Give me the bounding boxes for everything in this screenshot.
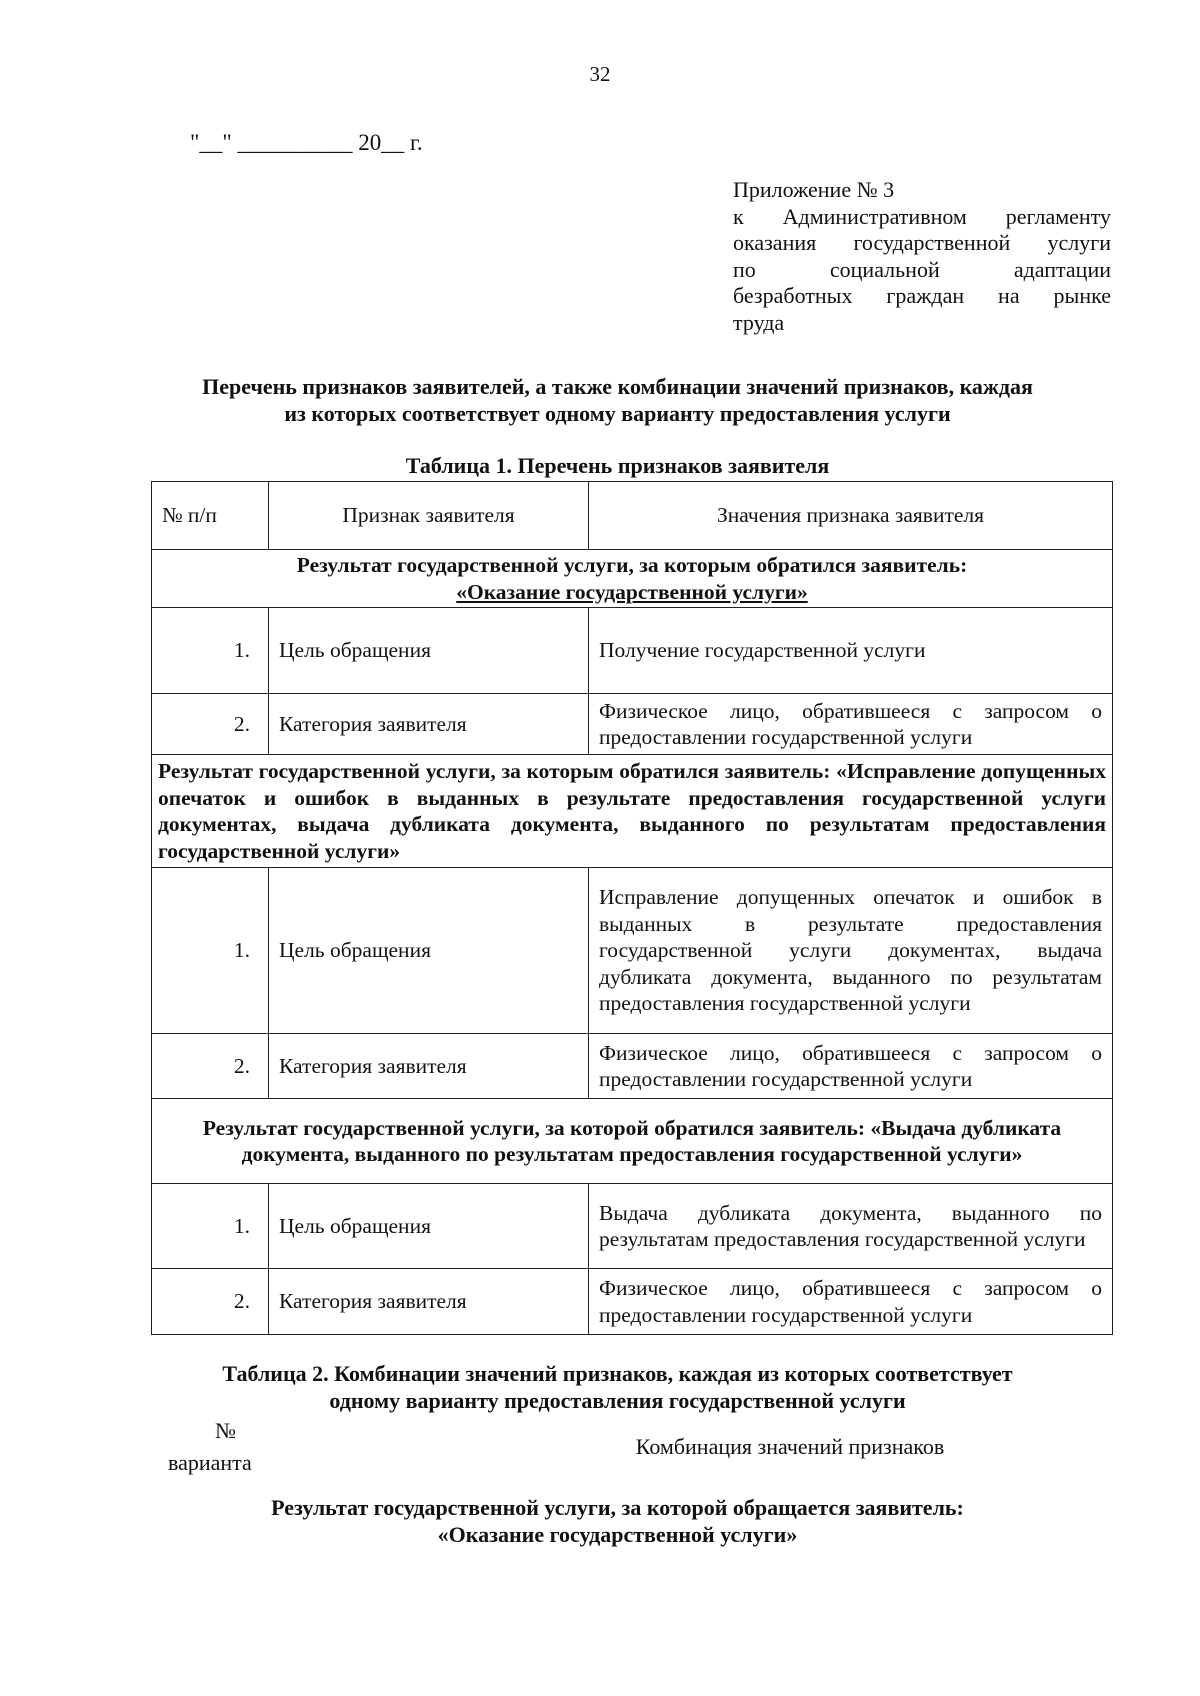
table-row: [152, 1034, 1113, 1099]
section-title: Результат государственной услуги, за которой обратился заявитель: «Выдача дубликата документа, выданного по результатам предоставления государственной услуги»: [152, 1099, 1113, 1184]
appendix-block: [733, 177, 1111, 336]
row-sign: Цель обращения: [269, 868, 589, 1034]
table-row: [152, 868, 1113, 1034]
section-title-line: Результат государственной услуги, за которым обратился заявитель:: [296, 553, 968, 577]
table2-caption-line: одному варианту предоставления государственной услуги: [329, 1388, 906, 1413]
row-number: 1.: [152, 1184, 269, 1269]
row-value: Физическое лицо, обратившееся с запросом о предоставлении государственной услуги: [589, 694, 1113, 755]
table1-caption: Таблица 1. Перечень признаков заявителя: [405, 453, 830, 478]
result-title: [150, 1494, 1085, 1548]
row-sign: Категория заявителя: [269, 694, 589, 755]
table-row: [152, 608, 1113, 694]
row-value: Физическое лицо, обратившееся с запросом о предоставлении государственной услуги: [589, 1269, 1113, 1335]
table-row: [152, 1184, 1113, 1269]
header-cell-number: № п/п: [152, 482, 269, 550]
main-title-line: из которых соответствует одному варианту предоставления услуги: [284, 401, 951, 426]
row-sign: Цель обращения: [269, 608, 589, 694]
appendix-line: безработных граждан на рынке: [733, 283, 1111, 308]
row-sign: Категория заявителя: [269, 1269, 589, 1335]
row-number: 2.: [152, 1269, 269, 1335]
row-value: Физическое лицо, обратившееся с запросом о предоставлении государственной услуги: [589, 1034, 1113, 1099]
section-row: [152, 1099, 1113, 1184]
result-title-line: «Оказание государственной услуги»: [437, 1522, 798, 1547]
row-number: 1.: [152, 608, 269, 694]
row-number: 2.: [152, 1034, 269, 1099]
section-title: Результат государственной услуги, за которым обратился заявитель: «Исправление допущенных опечаток и ошибок в выданных в результате предоставления государственной услуги документах, выдача дубликата документа, выданного по результатам предоставления государственной услуги»: [152, 755, 1113, 868]
row-value: Исправление допущенных опечаток и ошибок в выданных в результате предоставления государственной услуги документах, выдача дубликата документа, выданного по результатам предоставления государственной услуги: [589, 868, 1113, 1034]
table-row: [152, 1269, 1113, 1335]
appendix-line: к Административном регламенту: [733, 203, 1111, 229]
main-title-line: Перечень признаков заявителей, а также комбинации значений признаков, каждая: [202, 374, 1033, 399]
table2-col-number-label: варианта: [168, 1450, 252, 1475]
date-line: "__" __________ 20__ г.: [190, 130, 423, 155]
table-header-row: [152, 482, 1113, 550]
page-number: 32: [589, 62, 611, 86]
section-title: [152, 550, 1113, 608]
row-value: Получение государственной услуги: [589, 608, 1113, 694]
main-title: [150, 373, 1085, 427]
row-number: 1.: [152, 868, 269, 1034]
table-row: [152, 694, 1113, 755]
appendix-line: по социальной адаптации: [733, 256, 1111, 282]
table2-col-number: №: [215, 1418, 236, 1443]
row-number: 2.: [152, 694, 269, 755]
appendix-line: труда: [733, 309, 785, 335]
appendix-line: оказания государственной услуги: [733, 230, 1111, 255]
header-cell-value: Значения признака заявителя: [589, 482, 1113, 550]
section-row: [152, 755, 1113, 868]
header-cell-sign: Признак заявителя: [269, 482, 589, 550]
row-sign: Цель обращения: [269, 1184, 589, 1269]
section-row: [152, 550, 1113, 608]
appendix-line: Приложение № 3: [733, 177, 895, 202]
result-title-line: Результат государственной услуги, за которой обращается заявитель:: [271, 1495, 964, 1520]
table2-caption-line: Таблица 2. Комбинации значений признаков, каждая из которых соответствует: [222, 1361, 1013, 1386]
row-sign: Категория заявителя: [269, 1034, 589, 1099]
table1: [151, 481, 1113, 1335]
row-value: Выдача дубликата документа, выданного по результатам предоставления государственной услуги: [589, 1184, 1113, 1269]
section-title-line: «Оказание государственной услуги»: [456, 579, 808, 604]
table2-caption: [150, 1360, 1085, 1414]
table2-col-combination: Комбинация значений признаков: [635, 1434, 945, 1459]
